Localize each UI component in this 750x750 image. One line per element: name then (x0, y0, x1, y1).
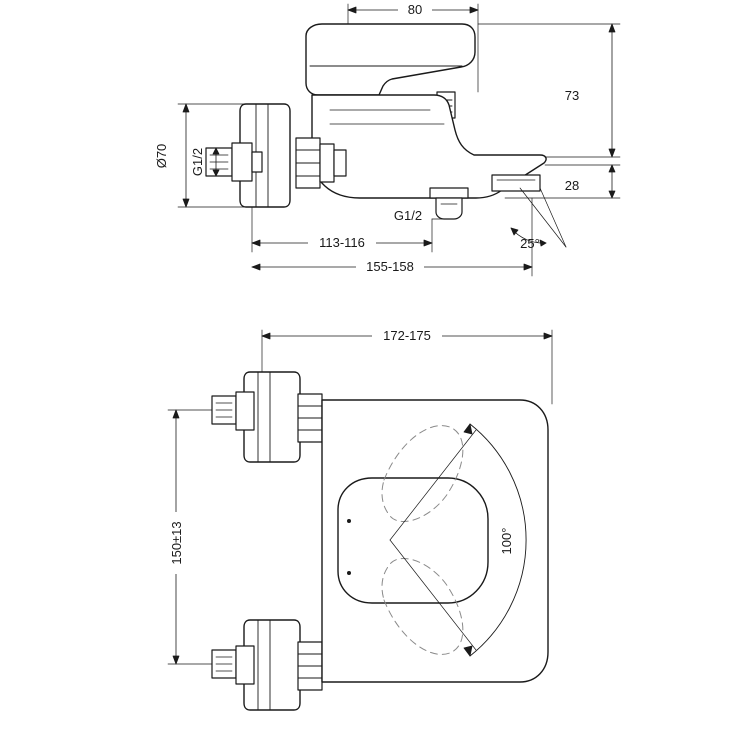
dim-73-label: 73 (564, 88, 580, 103)
front-view-lever (338, 478, 488, 603)
side-view-lower-outlet (430, 188, 468, 219)
front-view-lower-hex (298, 642, 322, 690)
dim-diameter-70-label: Ø70 (154, 143, 169, 169)
dim-172-175-label: 172-175 (383, 328, 431, 343)
dim-outlet-g12-label: G1/2 (393, 208, 423, 223)
dim-73 (478, 24, 620, 157)
dim-25-degrees-label: 25° (520, 236, 540, 251)
front-view-upper-inlet (212, 392, 254, 430)
dim-inlet-g12-label: G1/2 (190, 147, 205, 177)
dim-150-13-label: 150±13 (169, 521, 184, 565)
dim-155-158-label: 155-158 (366, 259, 414, 274)
front-view-lower-inlet (212, 646, 254, 684)
dim-113-116-label: 113-116 (319, 235, 365, 250)
dim-80-label: 80 (407, 2, 423, 17)
dim-100-degrees-label: 100° (499, 527, 514, 555)
front-view-upper-hex (298, 394, 322, 442)
dim-28-label: 28 (564, 178, 580, 193)
side-view-spout-outlet (492, 175, 540, 191)
